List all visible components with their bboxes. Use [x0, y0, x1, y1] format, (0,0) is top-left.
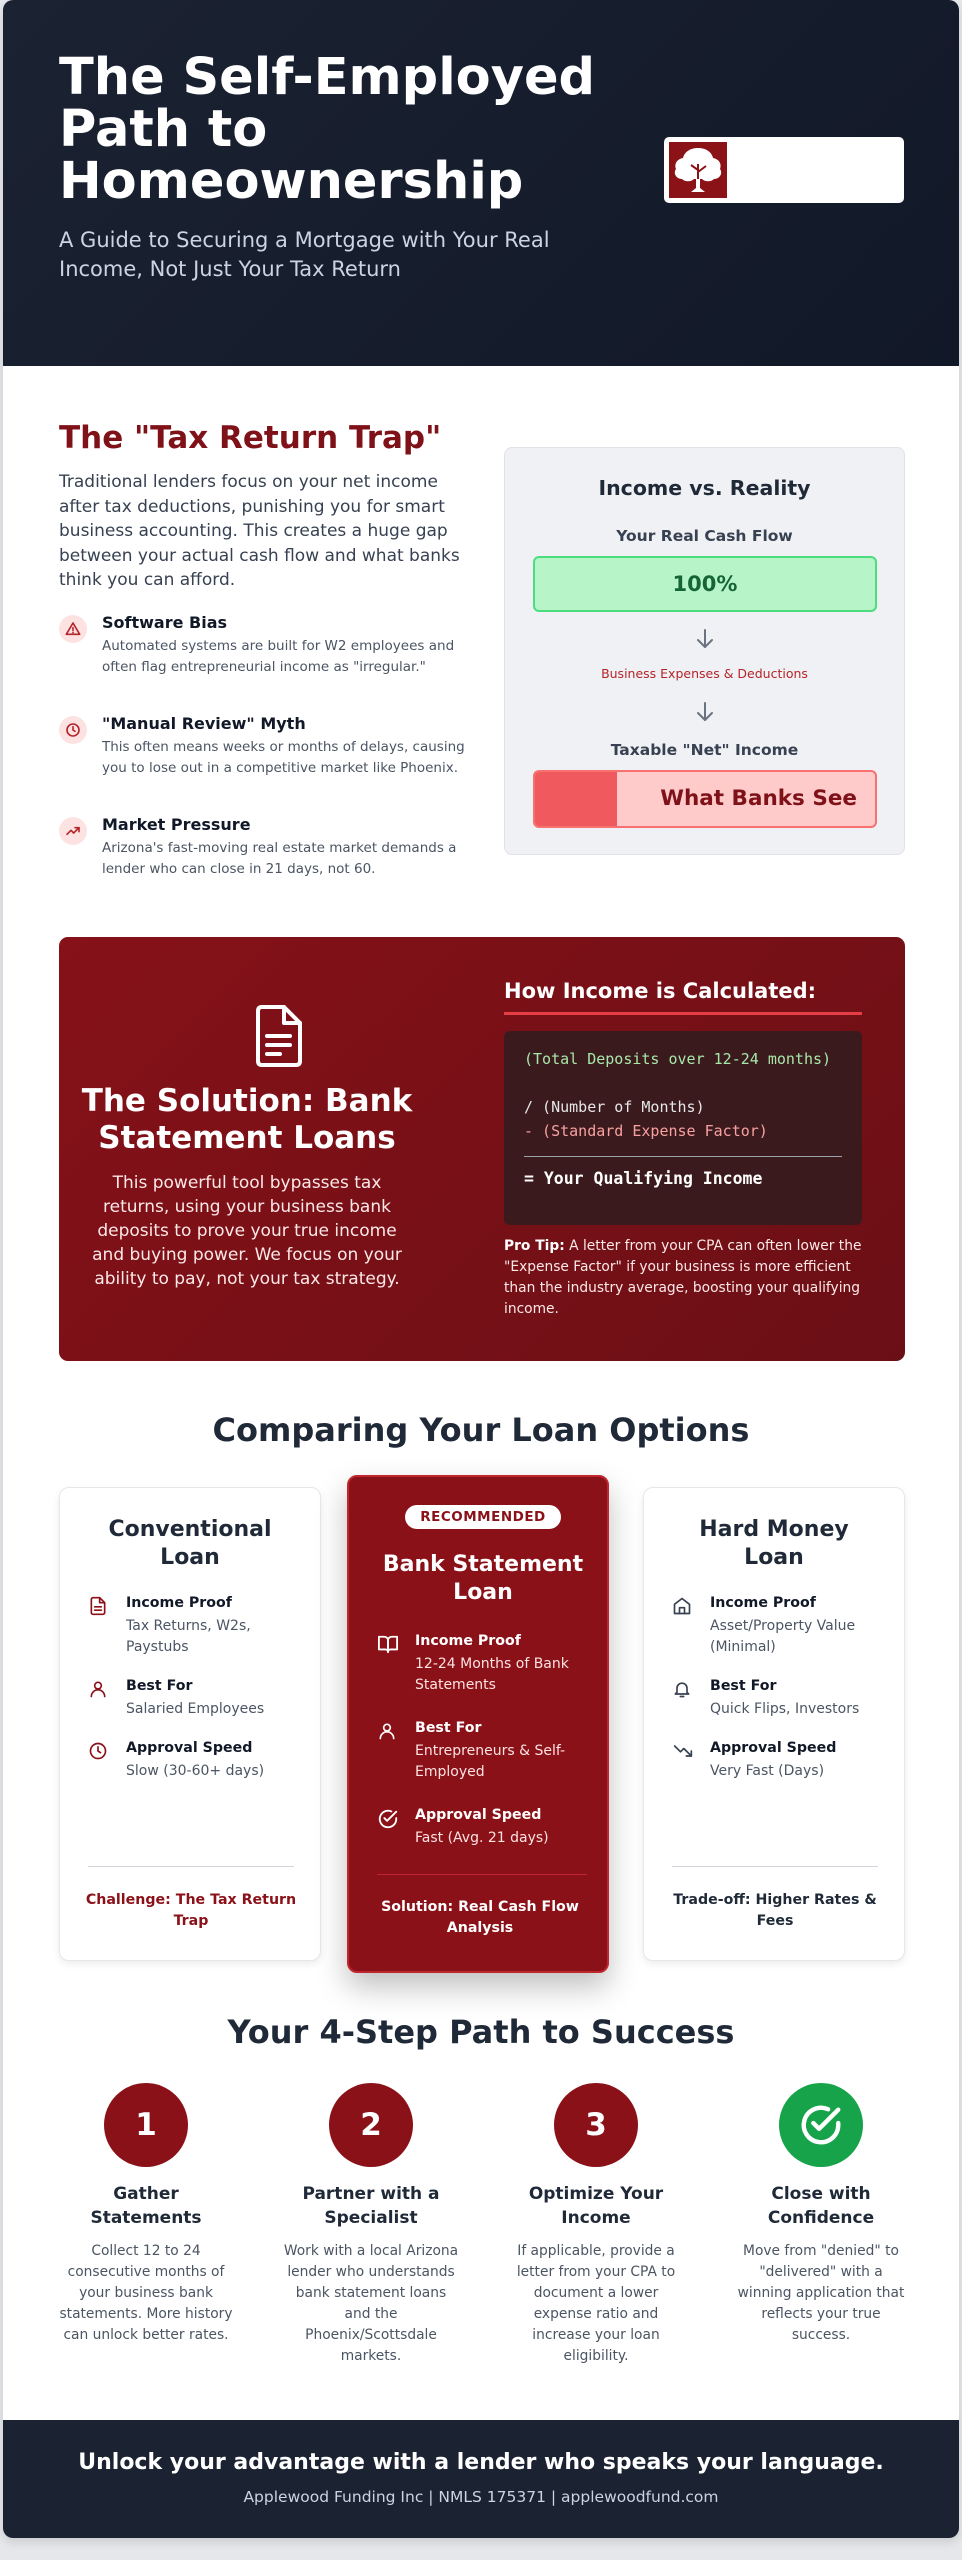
net-income-bar-label: What Banks See	[660, 786, 857, 811]
tax-trap-title: The "Tax Return Trap"	[59, 420, 442, 456]
bullet-title: Market Pressure	[102, 815, 251, 834]
company-logo[interactable]	[664, 137, 904, 203]
calc-formula-box	[504, 1031, 862, 1225]
net-income-label: Taxable "Net" Income	[610, 741, 799, 759]
check-badge-icon	[779, 2083, 863, 2167]
book-open-icon	[377, 1634, 399, 1658]
feature-label: Best For	[415, 1720, 482, 1736]
bullet-text: This often means weeks or months of delays, causing you to lose out in a competitive market like Phoenix.	[102, 739, 465, 776]
expenses-label: Business Expenses & Deductions	[601, 666, 808, 681]
solution-text: This powerful tool bypasses tax returns, using your business bank deposits to prove your true income and buying power. We focus on your ability to pay, not your tax strategy.	[92, 1173, 402, 1289]
arrow-down-icon	[695, 701, 715, 727]
pro-tip-text: A letter from your CPA can often lower the "Expense Factor" if your business is more efficient than the industry average, boosting your qualifying income.	[504, 1238, 862, 1317]
user-icon	[377, 1721, 397, 1745]
clock-icon	[59, 716, 87, 744]
panel-title: Income vs. Reality	[598, 476, 811, 500]
step-text: Work with a local Arizona lender who understands bank statement loans and the Phoenix/Scottsdale markets.	[283, 2243, 459, 2364]
feature-label: Income Proof	[710, 1595, 816, 1611]
feature-label: Income Proof	[126, 1595, 232, 1611]
formula-expense: - (Standard Expense Factor)	[524, 1122, 768, 1140]
formula-months: / (Number of Months)	[524, 1098, 705, 1116]
feature-value: Fast (Avg. 21 days)	[415, 1830, 549, 1846]
recommended-badge: RECOMMENDED	[405, 1505, 561, 1529]
file-icon	[88, 1596, 108, 1620]
card-footer: Challenge: The Tax Return Trap	[85, 1892, 297, 1929]
formula-result: = Your Qualifying Income	[524, 1169, 763, 1188]
check-circle-icon	[377, 1808, 399, 1834]
feature-value: 12-24 Months of Bank Statements	[415, 1656, 569, 1693]
card-footer: Trade-off: Higher Rates & Fees	[673, 1892, 877, 1929]
step-text: Collect 12 to 24 consecutive months of your business bank statements. More history can unlock better rates.	[59, 2243, 233, 2343]
card-divider	[377, 1874, 587, 1875]
feature-label: Best For	[710, 1678, 777, 1694]
feature-label: Approval Speed	[710, 1740, 837, 1756]
feature-value: Quick Flips, Investors	[710, 1701, 860, 1717]
step-text: If applicable, provide a letter from your CPA to document a lower expense ratio and increase your loan eligibility.	[516, 2243, 676, 2364]
step-title: Close with Confidence	[767, 2184, 875, 2228]
home-icon	[672, 1596, 692, 1620]
page-title: The Self-Employed Path to Homeownership	[59, 48, 596, 211]
trend-down-icon	[672, 1741, 694, 1765]
card-title: Hard Money Loan	[699, 1517, 849, 1570]
feature-value: Very Fast (Days)	[710, 1763, 825, 1779]
step-number-badge: 1	[104, 2083, 188, 2167]
step-number-badge: 3	[554, 2083, 638, 2167]
cash-flow-label: Your Real Cash Flow	[616, 527, 793, 545]
trend-up-icon	[59, 817, 87, 845]
hero-header	[3, 0, 959, 366]
solution-title: The Solution: Bank Statement Loans	[81, 1083, 413, 1156]
arrow-down-icon	[695, 628, 715, 654]
card-title: Bank Statement Loan	[382, 1552, 584, 1605]
card-conventional-loan	[59, 1487, 321, 1961]
tax-trap-text: Traditional lenders focus on your net income after tax deductions, punishing you for smart business accounting. This creates a huge gap between your actual cash flow and what banks think you can afford.	[59, 472, 460, 590]
formula-rule	[524, 1156, 842, 1157]
footer-company-info: Applewood Funding Inc | NMLS 175371 | applewoodfund.com	[243, 2488, 719, 2506]
document-icon	[252, 1003, 306, 1073]
feature-label: Approval Speed	[126, 1740, 253, 1756]
bullet-title: Software Bias	[102, 613, 228, 632]
calc-divider	[504, 1012, 862, 1015]
step-title: Optimize Your Income	[528, 2184, 664, 2228]
step-number-badge: 2	[329, 2083, 413, 2167]
warning-icon	[59, 615, 87, 643]
step-title: Partner with a Specialist	[302, 2184, 440, 2228]
feature-value: Entrepreneurs & Self-Employed	[415, 1743, 566, 1780]
card-footer: Solution: Real Cash Flow Analysis	[381, 1899, 579, 1936]
income-vs-reality-panel	[504, 447, 905, 855]
net-income-fill	[535, 772, 617, 826]
clock-icon	[88, 1741, 108, 1765]
tree-logo-icon	[669, 142, 727, 198]
feature-label: Best For	[126, 1678, 193, 1694]
card-divider	[88, 1866, 294, 1867]
pro-tip-label: Pro Tip:	[504, 1238, 565, 1254]
step-text: Move from "denied" to "delivered" with a winning application that reflects your true success.	[737, 2243, 905, 2343]
card-title: Conventional Loan	[108, 1517, 272, 1570]
bell-icon	[672, 1679, 692, 1703]
card-hard-money-loan	[643, 1487, 905, 1961]
bullet-title: "Manual Review" Myth	[102, 714, 306, 733]
steps-title: Your 4-Step Path to Success	[227, 2013, 735, 2051]
compare-title: Comparing Your Loan Options	[212, 1411, 750, 1449]
user-icon	[88, 1679, 108, 1703]
footer	[3, 2420, 959, 2538]
solution-panel	[59, 937, 905, 1361]
feature-label: Approval Speed	[415, 1807, 542, 1823]
cash-flow-bar: 100%	[533, 556, 877, 612]
pro-tip	[504, 1236, 864, 1320]
bullet-text: Automated systems are built for W2 employees and often flag entrepreneurial income as "irregular."	[102, 638, 455, 675]
feature-value: Slow (30-60+ days)	[126, 1763, 265, 1779]
infographic-page	[3, 0, 959, 2538]
card-divider	[672, 1866, 878, 1867]
calc-title: How Income is Calculated:	[504, 979, 817, 1003]
net-income-bar	[533, 770, 877, 828]
feature-label: Income Proof	[415, 1633, 521, 1649]
feature-value: Asset/Property Value (Minimal)	[710, 1618, 856, 1655]
feature-value: Salaried Employees	[126, 1701, 265, 1717]
formula-deposits: (Total Deposits over 12-24 months)	[524, 1050, 832, 1068]
page-subtitle: A Guide to Securing a Mortgage with Your Real Income, Not Just Your Tax Return	[59, 228, 550, 281]
card-bank-statement-loan	[347, 1475, 609, 1973]
footer-title: Unlock your advantage with a lender who speaks your language.	[78, 2450, 884, 2475]
feature-value: Tax Returns, W2s, Paystubs	[126, 1618, 251, 1655]
step-title: Gather Statements	[90, 2184, 202, 2228]
bullet-text: Arizona's fast-moving real estate market demands a lender who can close in 21 days, not 60.	[102, 840, 457, 877]
